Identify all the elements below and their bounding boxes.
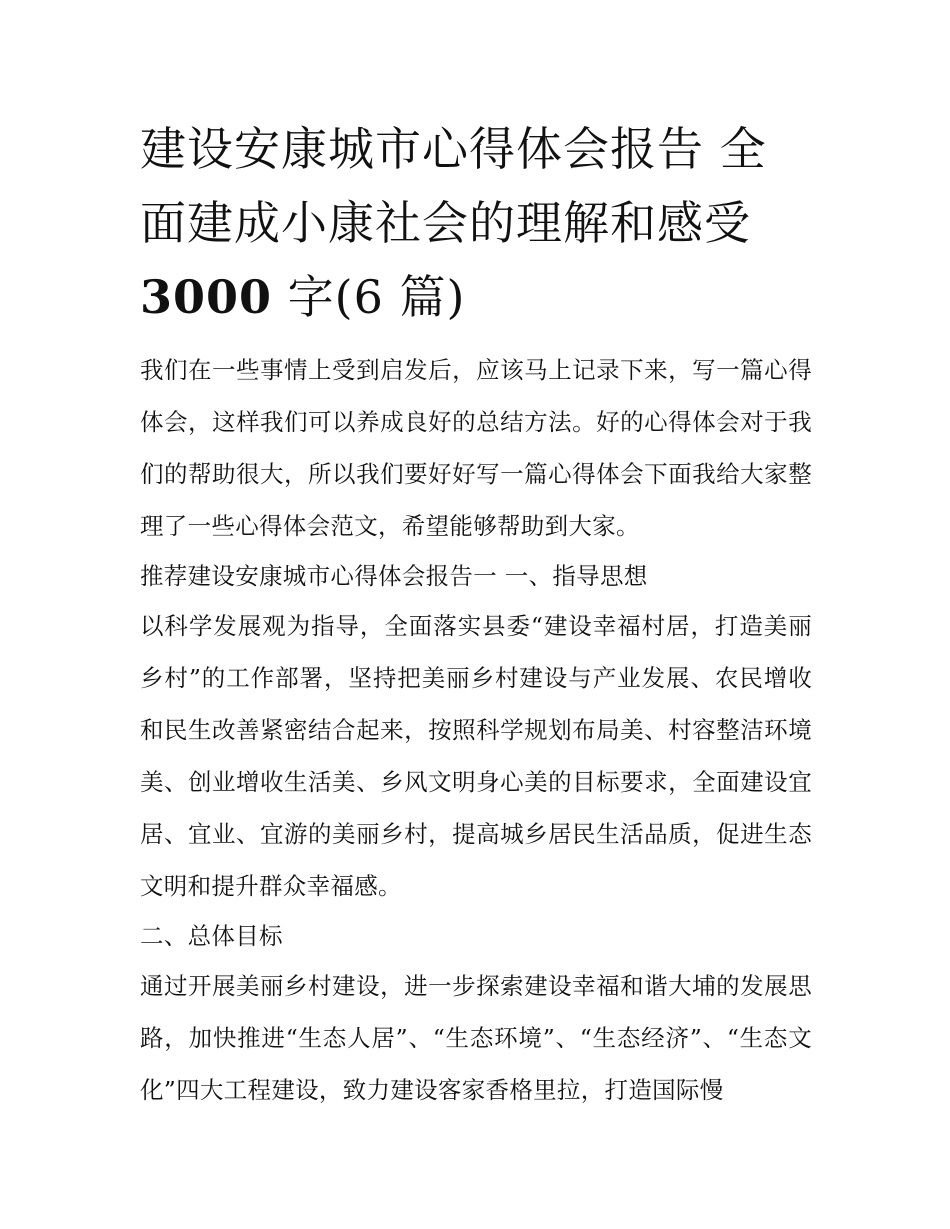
intro-paragraph: 我们在一些事情上受到启发后，应该马上记录下来，写一篇心得体会，这样我们可以养成良好的总结方法。好的心得体会对于我们的帮助很大，所以我们要好好写一篇心得体会下面我给大家整理了一些心得体会范文，希望能够帮助到大家。 [140,356,812,540]
title-suffix: 字(6 篇) [272,270,466,324]
overall-goal-paragraph: 通过开展美丽乡村建设，进一步探索建设幸福和谐大埔的发展思路，加快推进“生态人居”、“生态环境”、“生态经济”、“生态文化”四大工程建设，致力建设客家香格里拉，打造国际慢 [140,972,812,1104]
guiding-ideology-paragraph: 以科学发展观为指导，全面落实县委“建设幸福村居，打造美丽乡村”的工作部署，坚持把美丽乡村建设与产业发展、农民增收和民生改善紧密结合起来，按照科学规划布局美、村容整洁环境美、创业增收生活美、乡风文明身心美的目标要求，全面建设宜居、宜业、宜游的美丽乡村，提高城乡居民生活品质，促进生态文明和提升群众幸福感。 [140,612,812,900]
title-number: 3000 [140,270,273,324]
document-body [140,344,812,1116]
document-title [140,112,812,334]
document-page [140,112,812,1116]
title-text: 建设安康城市心得体会报告 全面建成小康社会的理解和感受 [140,122,767,250]
section-heading-overall-goal: 二、总体目标 [140,922,283,950]
section-heading-guiding-ideology: 推荐建设安康城市心得体会报告一 一、指导思想 [140,562,648,590]
